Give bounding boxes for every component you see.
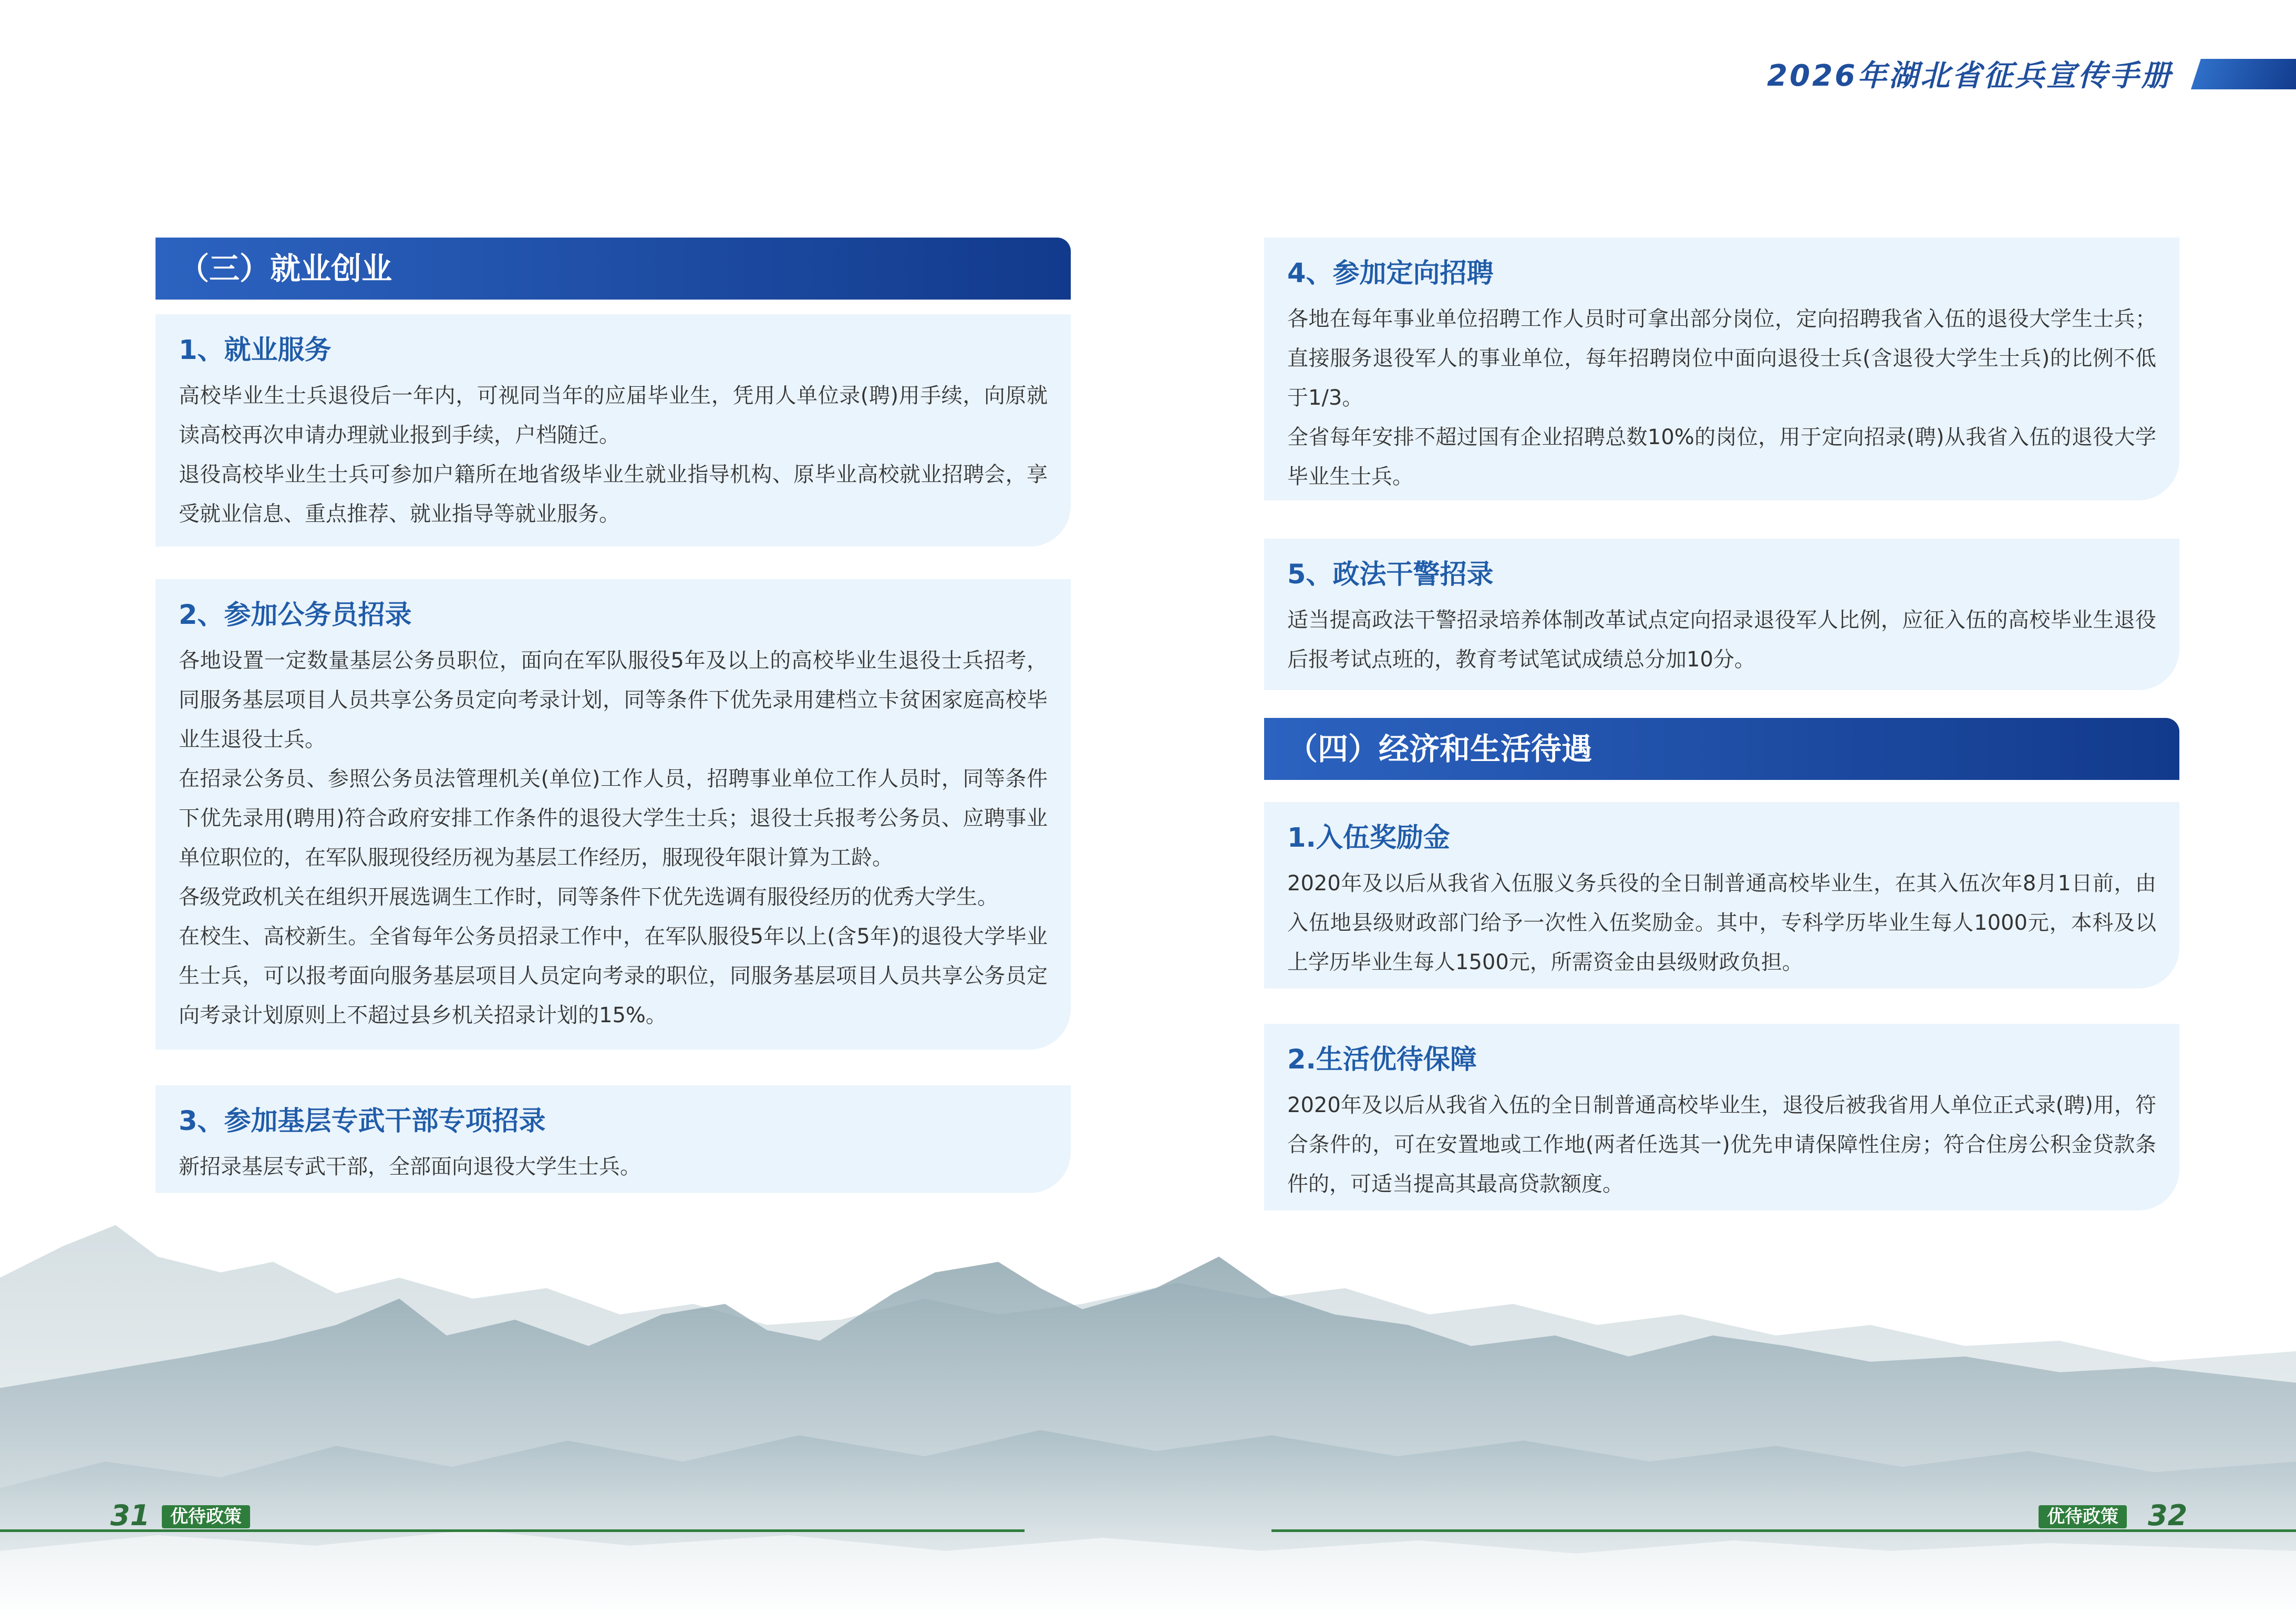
- header-accent-bar: [2191, 59, 2296, 89]
- card-title: 4、参加定向招聘: [1287, 258, 1494, 289]
- page-number-left: 31: [110, 1499, 150, 1532]
- card-targeted-recruitment: [1264, 238, 2179, 500]
- card-title: 1.入伍奖励金: [1287, 823, 1450, 854]
- handbook-title: 2026年湖北省征兵宣传手册: [1767, 59, 2173, 93]
- card-paragraph: 各地设置一定数量基层公务员职位，面向在军队服役5年及以上的高校毕业生退役士兵招考，同服务基层项目人员共享公务员定向考录计划，同等条件下优先录用建档立卡贫困家庭高校毕业生退役士兵。: [179, 649, 1048, 752]
- card-civil-servant: [156, 579, 1071, 1050]
- card-title: 1、就业服务: [179, 335, 332, 366]
- footer-line-right: [1271, 1529, 2296, 1532]
- section-tag-right: 优待政策: [2039, 1505, 2127, 1528]
- footer-line-left: [0, 1529, 1025, 1532]
- card-paragraph: 适当提高政法干警招录培养体制改革试点定向招录退役军人比例，应征入伍的高校毕业生退役后报考试点班的，教育考试笔试成绩总分加10分。: [1287, 608, 2156, 672]
- card-living-benefit: [1264, 1024, 2179, 1210]
- card-enlistment-reward: [1264, 802, 2179, 989]
- card-paragraph: 2020年及以后从我省入伍服义务兵役的全日制普通高校毕业生，在其入伍次年8月1日前，由入伍地县级财政部门给予一次性入伍奖励金。其中，专科学历毕业生每人1000元，本科及以上学历毕业生每人1500元，所需资金由县级财政负担。: [1287, 871, 2156, 974]
- card-paragraph: 高校毕业生士兵退役后一年内，可视同当年的应届毕业生，凭用人单位录(聘)用手续，向原就读高校再次申请办理就业报到手续，户档随迁。: [179, 384, 1048, 447]
- card-paragraph: 各地在每年事业单位招聘工作人员时可拿出部分岗位，定向招聘我省入伍的退役大学生士兵；直接服务退役军人的事业单位，每年招聘岗位中面向退役士兵(含退役大学生士兵)的比例不低于1/3。: [1287, 307, 2156, 410]
- card-paragraph: 在招录公务员、参照公务员法管理机关(单位)工作人员，招聘事业单位工作人员时，同等条件下优先录用(聘用)符合政府安排工作条件的退役大学生士兵；退役士兵报考公务员、应聘事业单位职位的，在军队服现役经历视为基层工作经历，服现役年限计算为工龄。: [179, 767, 1048, 870]
- section-title-employment: （三）就业创业: [156, 238, 1071, 300]
- card-title: 2.生活优待保障: [1287, 1044, 1477, 1075]
- card-title: 2、参加公务员招录: [179, 600, 412, 631]
- card-armed-cadre: [156, 1085, 1071, 1193]
- section-tag-left: 优待政策: [162, 1505, 250, 1528]
- card-paragraph: 全省每年安排不超过国有企业招聘总数10%的岗位，用于定向招录(聘)从我省入伍的退役大学毕业生士兵。: [1287, 425, 2156, 489]
- page-number-right: 32: [2148, 1499, 2188, 1532]
- card-police-recruitment: [1264, 539, 2179, 690]
- card-employment-service: [156, 314, 1071, 547]
- card-paragraph: 2020年及以后从我省入伍的全日制普通高校毕业生，退役后被我省用人单位正式录(聘)用，符合条件的，可在安置地或工作地(两者任选其一)优先申请保障性住房；符合住房公积金贷款条件的，可适当提高其最高贷款额度。: [1287, 1093, 2156, 1196]
- card-paragraph: 退役高校毕业生士兵可参加户籍所在地省级毕业生就业指导机构、原毕业高校就业招聘会，享受就业信息、重点推荐、就业指导等就业服务。: [179, 462, 1048, 526]
- card-title: 3、参加基层专武干部专项招录: [179, 1106, 546, 1137]
- card-paragraph: 新招录基层专武干部，全部面向退役大学生士兵。: [179, 1155, 641, 1179]
- section-title-economic: （四）经济和生活待遇: [1264, 718, 2179, 780]
- card-title: 5、政法干警招录: [1287, 559, 1494, 590]
- mountain-landscape-illustration: [0, 1215, 2296, 1614]
- card-paragraph: 在校生、高校新生。全省每年公务员招录工作中，在军队服役5年以上(含5年)的退役大学毕业生士兵，可以报考面向服务基层项目人员定向考录的职位，同服务基层项目人员共享公务员定向考录计划原则上不超过县乡机关招录计划的15%。: [179, 924, 1048, 1027]
- card-paragraph: 各级党政机关在组织开展选调生工作时，同等条件下优先选调有服役经历的优秀大学生。: [179, 885, 998, 909]
